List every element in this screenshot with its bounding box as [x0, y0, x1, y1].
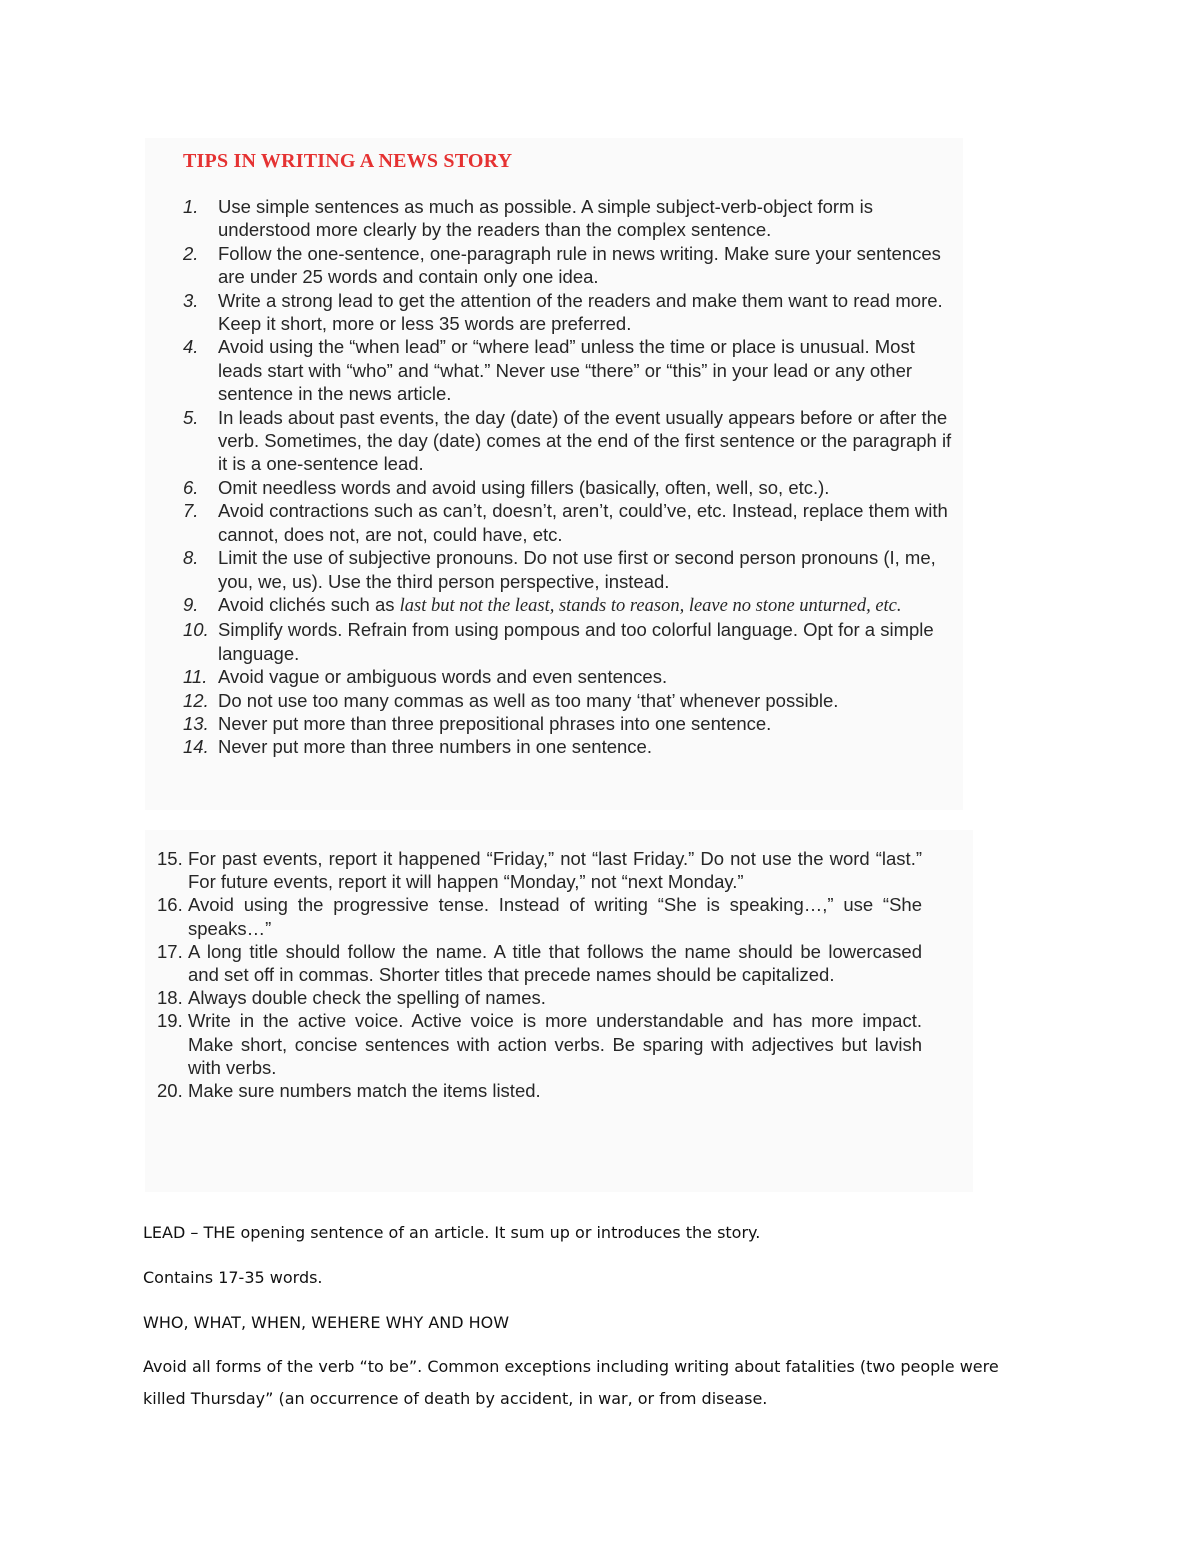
tip-text: Avoid clichés such as	[218, 593, 395, 615]
lead-notes	[143, 1222, 1043, 1438]
tip-number: 14.	[183, 736, 209, 758]
tip-text: Use simple sentences as much as possible. A simple subject-verb-object form is understood more clearly by the readers than the complex sentence.	[218, 196, 873, 241]
tip-number: 10.	[183, 619, 209, 641]
tip-number: 11.	[183, 666, 208, 688]
tip-text: Avoid using the progressive tense. Instead of writing “She is speaking…,” use “She speaks…”	[188, 894, 922, 939]
tip-number: 2.	[183, 242, 199, 264]
section-title: TIPS IN WRITING A NEWS STORY	[183, 150, 513, 172]
tips-list	[183, 195, 958, 759]
tip-number: 6.	[183, 476, 199, 498]
tip-number: 15.	[157, 848, 183, 869]
tip-item	[157, 1079, 922, 1102]
tip-italic-examples: last but not the least, stands to reason, leave no stone unturned, etc.	[399, 595, 902, 616]
tip-item	[183, 406, 958, 476]
tip-number: 13.	[183, 712, 209, 734]
tip-text: Simplify words. Refrain from using pompous and too colorful language. Opt for a simple language.	[218, 619, 934, 664]
tip-text: A long title should follow the name. A title that follows the name should be lowercased and set off in commas. Shorter titles that precede names should be capitalized.	[188, 940, 922, 986]
tip-item	[183, 735, 958, 758]
tip-text: For past events, report it happened “Friday,” not “last Friday.” Do not use the word “last.” For future events, report it will happen “Monday,” not “next Monday.”	[188, 848, 922, 893]
tip-item	[183, 593, 958, 618]
tip-item	[183, 712, 958, 735]
tip-text: Limit the use of subjective pronouns. Do not use first or second person pronouns (I, me, you, we, us). Use the third person perspective, instead.	[218, 547, 936, 592]
tip-item	[157, 1009, 922, 1079]
tip-item	[183, 499, 958, 546]
tip-item	[183, 546, 958, 593]
tip-text: Avoid vague or ambiguous words and even sentences.	[218, 666, 668, 688]
tip-number: 1.	[183, 196, 199, 217]
tip-number: 17.	[157, 940, 183, 962]
tip-text: Never put more than three prepositional phrases into one sentence.	[218, 712, 772, 734]
tip-text: Follow the one-sentence, one-paragraph rule in news writing. Make sure your sentences are under 25 words and contain only one idea.	[218, 242, 941, 288]
tip-item	[183, 195, 958, 242]
tip-item	[157, 847, 922, 893]
tip-item	[183, 689, 958, 712]
tip-number: 5.	[183, 406, 199, 428]
lead-definition: LEAD – THE opening sentence of an article. It sum up or introduces the story.	[143, 1223, 761, 1242]
tip-item	[183, 335, 958, 405]
lead-questions: WHO, WHAT, WHEN, WEHERE WHY AND HOW	[143, 1313, 510, 1332]
avoid-to-be-note: Avoid all forms of the verb “to be”. Common exceptions including writing about fatalities (two people were killed Thursday” (an occurrence of death by accident, in war, or from disease.	[143, 1357, 999, 1408]
tip-number: 9.	[183, 593, 199, 615]
tip-number: 7.	[183, 500, 199, 522]
tip-text: Omit needless words and avoid using fillers (basically, often, well, so, etc.).	[218, 476, 830, 498]
tip-text: Avoid contractions such as can’t, doesn’t, aren’t, could’ve, etc. Instead, replace them with cannot, does not, are not, could have, etc.	[218, 500, 948, 545]
tip-number: 19.	[157, 1010, 183, 1032]
lead-word-count: Contains 17-35 words.	[143, 1268, 323, 1287]
tip-text: Do not use too many commas as well as too many ‘that’ whenever possible.	[218, 689, 839, 711]
tip-text: Make sure numbers match the items listed.	[188, 1080, 541, 1102]
tip-number: 16.	[157, 894, 183, 916]
tip-number: 3.	[183, 289, 199, 311]
tip-text: Avoid using the “when lead” or “where lead” unless the time or place is unusual. Most leads start with “who” and “what.” Never use “there” or “this” in your lead or any other sentence in the news article.	[218, 336, 915, 405]
tip-item	[183, 665, 958, 688]
tip-number: 18.	[157, 987, 183, 1009]
tip-item	[157, 893, 922, 939]
tip-number: 4.	[183, 336, 199, 358]
tips-list-continued	[157, 847, 922, 1102]
tip-number: 20.	[157, 1080, 183, 1102]
tip-number: 8.	[183, 547, 199, 569]
tip-text: Never put more than three numbers in one sentence.	[218, 736, 652, 758]
tip-item	[183, 476, 958, 499]
tip-text: Write a strong lead to get the attention of the readers and make them want to read more. Keep it short, more or less 35 words are preferred.	[218, 289, 943, 335]
tip-text: In leads about past events, the day (date) of the event usually appears before or after the verb. Sometimes, the day (date) comes at the end of the first sentence or the paragraph if it is a one-sentence lead.	[218, 406, 952, 475]
tip-item	[157, 986, 922, 1009]
tip-item	[157, 940, 922, 986]
tip-item	[183, 618, 958, 665]
tip-number: 12.	[183, 689, 209, 711]
tip-item	[183, 289, 958, 336]
tip-item	[183, 242, 958, 289]
tip-text: Always double check the spelling of names.	[188, 987, 546, 1009]
tip-text: Write in the active voice. Active voice is more understandable and has more impact. Make short, concise sentences with action verbs. Be sparing with adjectives but lavish with verbs.	[188, 1010, 922, 1078]
